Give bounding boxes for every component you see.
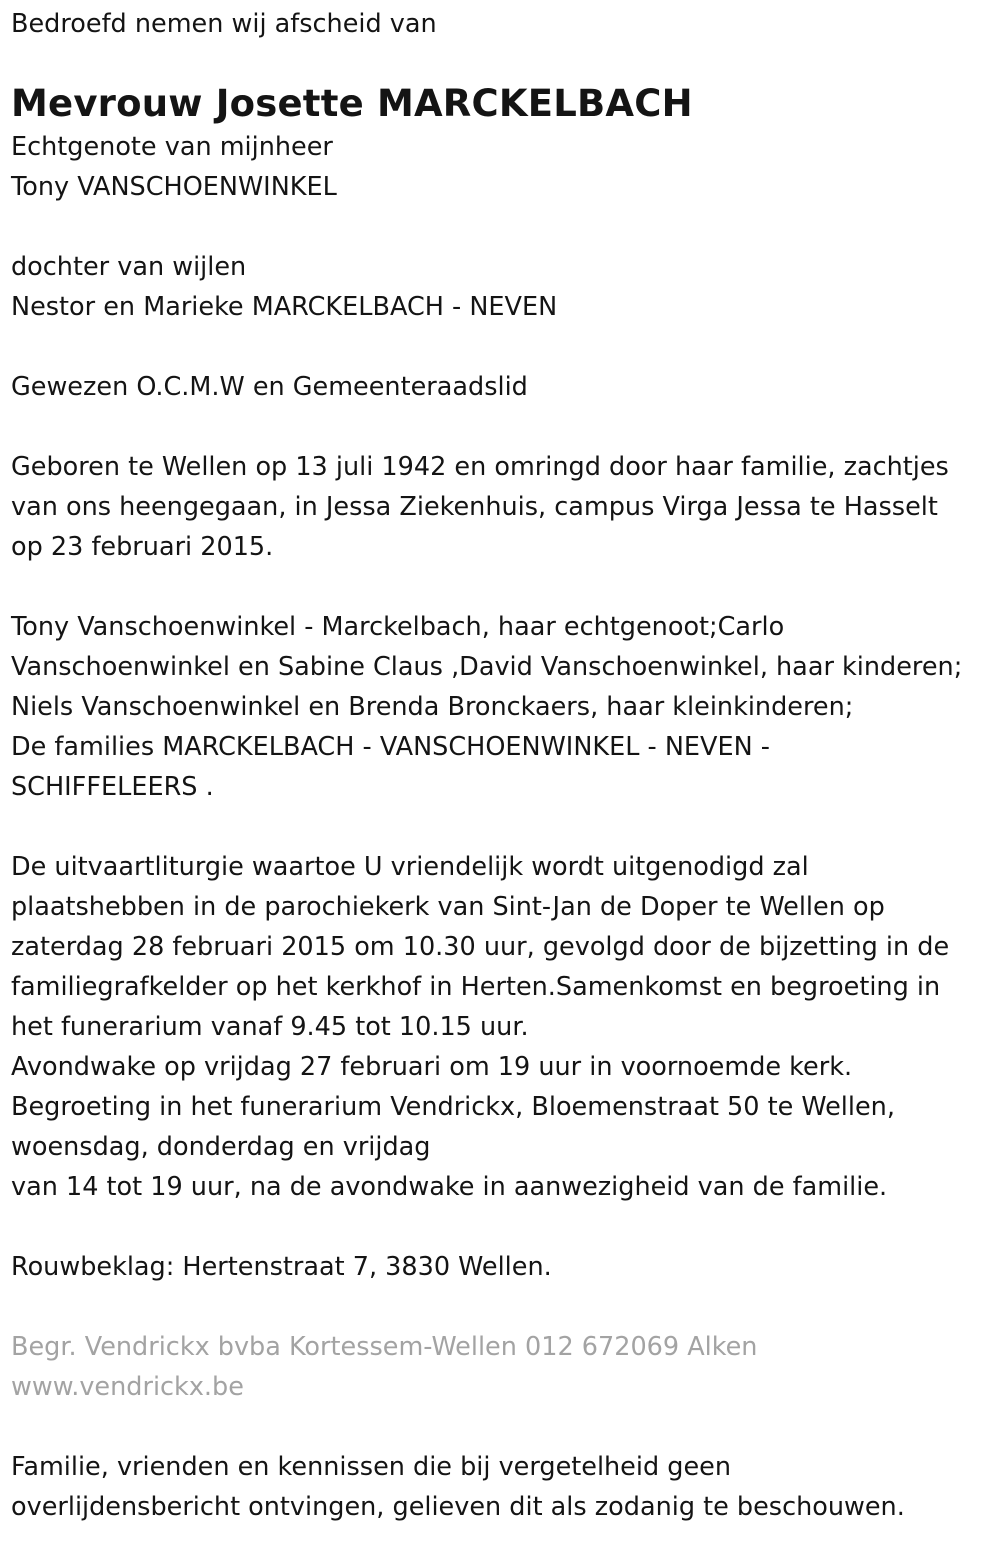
undertaker-line: Begr. Vendrickx bvba Kortessem-Wellen 012 672069 Alken <box>11 1332 758 1362</box>
spouse-block <box>11 127 1000 207</box>
intro-text: Bedroefd nemen wij afscheid van <box>11 9 437 39</box>
family-line: De families MARCKELBACH - VANSCHOENWINKEL - NEVEN - <box>11 732 770 762</box>
undertaker-website: www.vendrickx.be <box>11 1372 244 1402</box>
parents-line: dochter van wijlen <box>11 252 247 282</box>
role-text: Gewezen O.C.M.W en Gemeenteraadslid <box>11 372 528 402</box>
funeral-block <box>11 847 1000 1207</box>
birth-death-block <box>11 447 1000 567</box>
family-line: Tony Vanschoenwinkel - Marckelbach, haar echtgenoot;Carlo <box>11 612 785 642</box>
family-line: Vanschoenwinkel en Sabine Claus ,David Vanschoenwinkel, haar kinderen; <box>11 652 963 682</box>
funeral-line: De uitvaartliturgie waartoe U vriendelijk wordt uitgenodigd zal <box>11 852 809 882</box>
birth-death-line: op 23 februari 2015. <box>11 532 274 562</box>
parents-block <box>11 247 1000 327</box>
funeral-line: woensdag, donderdag en vrijdag <box>11 1132 431 1162</box>
deceased-name: Mevrouw Josette MARCKELBACH <box>11 82 693 125</box>
birth-death-line: van ons heengegaan, in Jessa Ziekenhuis, campus Virga Jessa te Hasselt <box>11 492 938 522</box>
spouse-line: Tony VANSCHOENWINKEL <box>11 172 337 202</box>
funeral-line: familiegrafkelder op het kerkhof in Herten.Samenkomst en begroeting in <box>11 972 941 1002</box>
undertaker-block <box>11 1327 1000 1407</box>
funeral-line: het funerarium vanaf 9.45 tot 10.15 uur. <box>11 1012 529 1042</box>
funeral-line: Avondwake op vrijdag 27 februari om 19 uur in voornoemde kerk. <box>11 1052 853 1082</box>
spouse-line: Echtgenote van mijnheer <box>11 132 333 162</box>
funeral-line: van 14 tot 19 uur, na de avondwake in aanwezigheid van de familie. <box>11 1172 888 1202</box>
parents-line: Nestor en Marieke MARCKELBACH - NEVEN <box>11 292 558 322</box>
funeral-line: plaatshebben in de parochiekerk van Sint-Jan de Doper te Wellen op <box>11 892 885 922</box>
family-line: SCHIFFELEERS . <box>11 772 214 802</box>
closing-line: Familie, vrienden en kennissen die bij vergetelheid geen <box>11 1452 731 1482</box>
family-block <box>11 607 1000 807</box>
funeral-line: zaterdag 28 februari 2015 om 10.30 uur, gevolgd door de bijzetting in de <box>11 932 950 962</box>
funeral-line: Begroeting in het funerarium Vendrickx, Bloemenstraat 50 te Wellen, <box>11 1092 895 1122</box>
closing-line: overlijdensbericht ontvingen, gelieven dit als zodanig te beschouwen. <box>11 1492 905 1522</box>
family-line: Niels Vanschoenwinkel en Brenda Bronckaers, haar kleinkinderen; <box>11 692 854 722</box>
birth-death-line: Geboren te Wellen op 13 juli 1942 en omringd door haar familie, zachtjes <box>11 452 949 482</box>
closing-block <box>11 1447 1000 1527</box>
condolence-address: Rouwbeklag: Hertenstraat 7, 3830 Wellen. <box>11 1252 552 1282</box>
